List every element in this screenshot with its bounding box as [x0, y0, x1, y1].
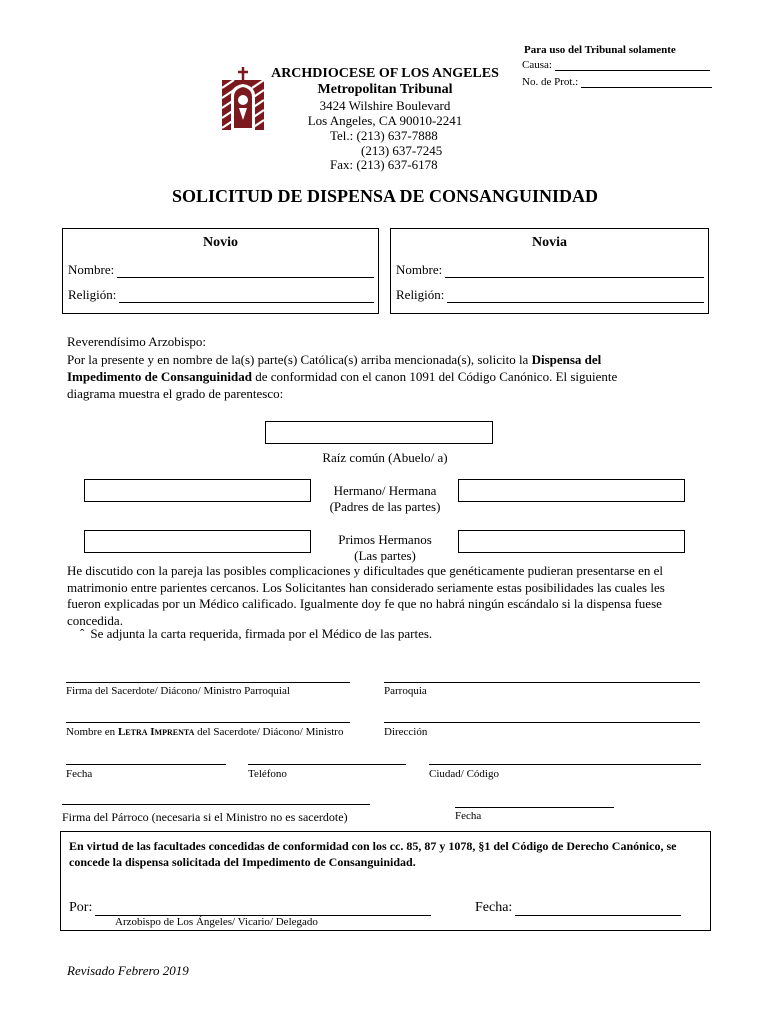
page-title: SOLICITUD DE DISPENSA DE CONSANGUINIDAD — [171, 186, 599, 206]
causa-label: Causa: — [522, 59, 552, 71]
office-use-heading: Para uso del Tribunal solamente — [524, 44, 676, 56]
fax-number: Fax: (213) 637-6178 — [330, 157, 438, 172]
groom-name-label: Nombre: — [68, 262, 115, 277]
sibling-right-input[interactable] — [458, 479, 685, 502]
cousins-label: Primos Hermanos — [338, 532, 432, 547]
groom-heading: Novio — [203, 235, 238, 250]
causa-field[interactable] — [522, 58, 710, 71]
pastor-signature-line[interactable] — [62, 804, 370, 805]
grant-text: En virtud de las facultades concedidas de conformidad con los cc. 85, 87 y 1078, §1 del Código de Derecho Canónico, se concede la dispensa solicitada del Impedimento de Consanguinidad. — [69, 839, 677, 869]
priest-signature-label: Firma del Sacerdote/ Diácono/ Ministro Parroquial — [66, 685, 290, 697]
common-root-input[interactable] — [265, 421, 493, 444]
revision-note: Revisado Febrero 2019 — [67, 963, 189, 978]
cousin-left-input[interactable] — [84, 530, 311, 553]
cousins-sublabel: (Las partes) — [354, 548, 416, 563]
bride-name-field[interactable] — [396, 262, 704, 278]
printed-name-suffix: del Sacerdote/ Diácono/ Ministro — [194, 726, 344, 738]
request-text-2: de conformidad con el canon 1091 del Código Canónico. El siguiente diagrama muestra el grado de parentesco: — [67, 369, 618, 401]
bride-name-label: Nombre: — [396, 262, 443, 277]
phone-line[interactable] — [248, 764, 406, 765]
protocol-number-label: No. de Prot.: — [522, 76, 579, 88]
groom-religion-field[interactable] — [68, 287, 374, 303]
address-line-1: 3424 Wilshire Boulevard — [319, 98, 451, 113]
address-label: Dirección — [384, 726, 428, 738]
groom-box — [62, 228, 379, 314]
bride-box — [390, 228, 709, 314]
tribunal-name: Metropolitan Tribunal — [317, 82, 453, 97]
grant-date-field[interactable] — [475, 900, 681, 916]
printed-name-smallcaps: Letra Imprenta — [117, 726, 195, 738]
request-text-1: Por la presente y en nombre de la(s) parte(s) Católica(s) arriba mencionada(s), solicito la — [67, 352, 532, 367]
city-zip-line[interactable] — [429, 764, 701, 765]
address-line[interactable] — [384, 722, 700, 723]
attachment-text: Se adjunta la carta requerida, firmada por el Médico de las partes. — [90, 626, 433, 641]
pastor-signature-label: Firma del Párroco (necesaria si el Ministro no es sacerdote) — [62, 810, 348, 824]
grantor-field[interactable] — [69, 900, 431, 916]
printed-name-prefix: Nombre en — [66, 726, 118, 738]
printed-name-label — [66, 726, 343, 738]
bride-religion-field[interactable] — [396, 287, 704, 303]
address-line-2: Los Angeles, CA 90010-2241 — [307, 113, 463, 128]
groom-name-field[interactable] — [68, 262, 374, 278]
siblings-label: Hermano/ Hermana — [333, 483, 437, 498]
priest-signature-line[interactable] — [66, 682, 350, 683]
telephone-2: (213) 637-7245 — [361, 143, 443, 158]
bride-heading: Novia — [532, 235, 567, 250]
protocol-number-field[interactable] — [522, 75, 712, 88]
cousin-right-input[interactable] — [458, 530, 685, 553]
printed-name-line[interactable] — [66, 722, 350, 723]
grantor-caption: Arzobispo de Los Ángeles/ Vicario/ Delegado — [115, 916, 318, 928]
pastor-date-label: Fecha — [455, 810, 482, 822]
attachment-line — [80, 626, 432, 642]
request-paragraph — [67, 351, 667, 402]
grantor-label: Por: — [69, 900, 93, 915]
archdiocese-name: ARCHDIOCESE OF LOS ANGELES — [271, 66, 499, 81]
groom-religion-label: Religión: — [68, 287, 117, 302]
parish-label: Parroquia — [384, 685, 427, 697]
statement-paragraph: He discutido con la pareja las posibles complicaciones y dificultades que genéticamente pudieran presentarse en el matrimonio entre parientes cercanos. Los Solicitantes han considerado seriamente estas posibilidades las cuales les fueron explicadas por un Médico calificado. Igualmente doy fe que no habrá ningún escándalo si la dispensa fuese concedida. — [67, 563, 665, 628]
siblings-sublabel: (Padres de las partes) — [329, 499, 441, 514]
grant-date-label: Fecha: — [475, 900, 513, 915]
date-line[interactable] — [66, 764, 226, 765]
bride-religion-label: Religión: — [396, 287, 445, 302]
sibling-left-input[interactable] — [84, 479, 311, 502]
phone-label: Teléfono — [248, 768, 287, 780]
checkbox-icon[interactable]: ˆ — [80, 626, 85, 641]
date-label: Fecha — [66, 768, 93, 780]
request-text-bold: Dispensa del Impedimento de Consanguinidad — [67, 352, 602, 384]
telephone-1: Tel.: (213) 637-7888 — [330, 128, 438, 143]
city-zip-label: Ciudad/ Código — [429, 768, 499, 780]
grant-box — [60, 831, 711, 931]
salutation: Reverendísimo Arzobispo: — [67, 334, 207, 349]
parish-line[interactable] — [384, 682, 700, 683]
common-root-label: Raíz común (Abuelo/ a) — [322, 450, 448, 465]
pastor-date-line[interactable] — [455, 807, 614, 808]
